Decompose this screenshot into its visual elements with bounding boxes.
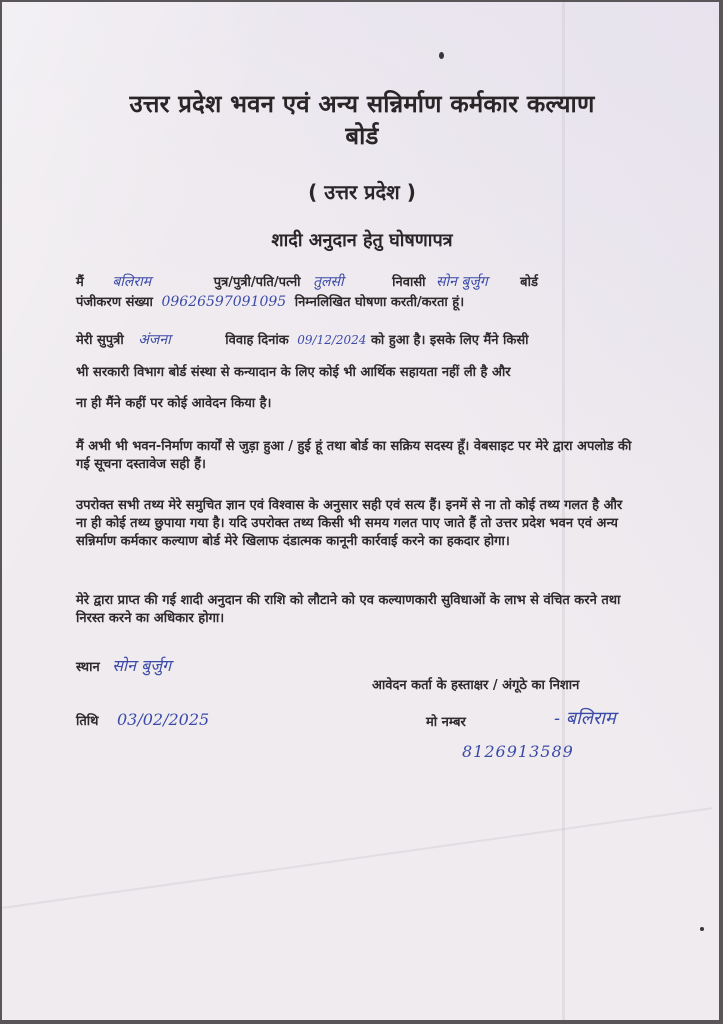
paragraph-truth-statement: उपरोक्त सभी तथ्य मेरे समुचित ज्ञान एवं विश्वास के अनुसार सही एवं सत्य हैं। इनमें से ना तो कोई तथ्य गलत है और ना ही कोई तथ्य छुपाया गया है। यदि उपरोक्त तथ्य किसी भी समय गलत पाए जाते हैं तो उत्तर प्रदेश भवन एवं अन्य सन्निर्माण कर्मकार कल्याण बोर्ड मेरे खिलाफ दंडात्मक कानूनी कार्रवाई करने का हकदार होगा।	[76, 498, 623, 549]
mobile-number-field: 8126913589	[462, 742, 574, 761]
date-row	[76, 710, 209, 729]
daughter-name-field: अंजना	[138, 332, 171, 348]
applicant-signature: - बलिराम	[554, 708, 616, 729]
label-relation: पुत्र/पुत्री/पति/पत्नी	[213, 275, 301, 290]
ink-speck	[700, 927, 704, 931]
declaration-line-1	[76, 272, 538, 291]
marriage-line-1	[76, 330, 529, 349]
marriage-line-3: ना ही मैंने कहीं पर कोई आवेदन किया है।	[76, 396, 272, 411]
declaration-suffix: निम्नलिखित घोषणा करती/करता हूं।	[294, 295, 465, 310]
residence-field: सोन बुर्जुग	[436, 274, 488, 290]
label-board: बोर्ड	[520, 275, 538, 290]
label-daughter: मेरी सुपुत्री	[76, 333, 124, 348]
document-title-line2: बोर्ड	[345, 122, 379, 150]
label-resident: निवासी	[392, 275, 426, 290]
paper-crease	[2, 807, 712, 909]
document-title-line1: उत्तर प्रदेश भवन एवं अन्य सन्निर्माण कर्मकार कल्याण	[129, 90, 595, 118]
applicant-name-field: बलिराम	[112, 274, 152, 290]
signature-label: आवेदन कर्ता के हस्ताक्षर / अंगूठे का निशान	[372, 678, 580, 693]
marriage-date-field: 09/12/2024	[297, 333, 367, 347]
label-registration: पंजीकरण संख्या	[76, 295, 153, 310]
label-marriage-date: विवाह दिनांक	[225, 333, 289, 348]
marriage-line-2: भी सरकारी विभाग बोर्ड संस्था से कन्यादान के लिए कोई भी आर्थिक सहायता नहीं ली है और	[76, 365, 511, 380]
label-main: मैं	[76, 275, 84, 290]
place-row	[76, 654, 171, 676]
date-field: 03/02/2025	[116, 710, 210, 729]
place-field: सोन बुर्जुग	[112, 656, 172, 675]
document-subtitle: ( उत्तर प्रदेश )	[308, 180, 416, 204]
relative-name-field: तुलसी	[313, 274, 344, 290]
document-heading: शादी अनुदान हेतु घोषणापत्र	[271, 230, 453, 251]
declaration-line-2	[76, 292, 464, 310]
label-date: तिथि	[76, 714, 99, 729]
label-place: स्थान	[76, 660, 100, 675]
label-mobile: मो नम्बर	[426, 715, 466, 730]
paragraph-refund-clause: मेरे द्वारा प्राप्त की गई शादी अनुदान की राशि को लौटाने को एव कल्याणकारी सुविधाओं के लाभ से वंचित करने तथा निरस्त करने का अधिकार होगा।	[76, 593, 621, 626]
ink-speck	[439, 52, 444, 59]
scanned-document-page	[2, 2, 719, 1020]
marriage-line1-suffix: को हुआ है। इसके लिए मैंने किसी	[370, 333, 529, 348]
registration-number-field: 09626597091095	[161, 294, 287, 310]
paragraph-membership: मैं अभी भी भवन-निर्माण कार्यों से जुड़ा हुआ / हुई हूं तथा बोर्ड का सक्रिय सदस्य हूँ। वेबसाइट पर मेरे द्वारा अपलोड की गई सूचना दस्तावेज सही हैं।	[76, 439, 632, 472]
